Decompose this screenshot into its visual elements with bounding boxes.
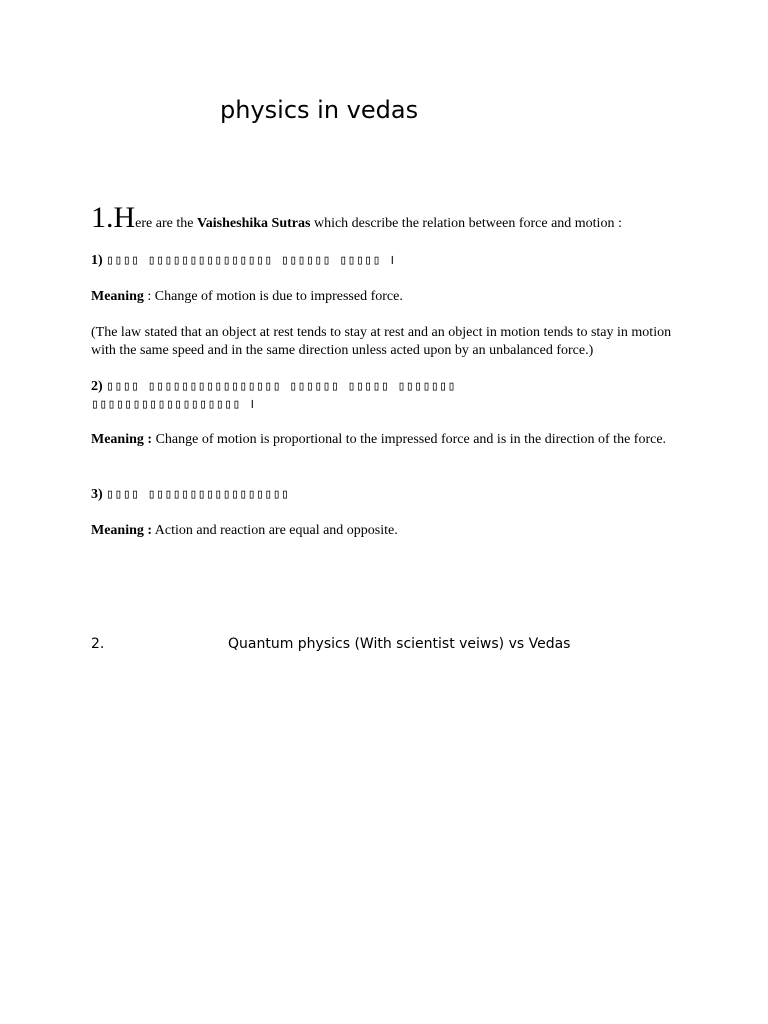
sutra-2-meaning [91, 431, 691, 449]
page-title: physics in vedas [220, 96, 419, 124]
sutra-1-meaning [91, 288, 691, 306]
sutra-1-line [91, 252, 691, 270]
sutra-3-number: 3) [91, 487, 103, 502]
sutra-2-number: 2) [91, 379, 103, 394]
drop-cap: 1.H [91, 201, 136, 234]
sutra-3-text: ▯▯▯▯ ▯▯▯▯▯▯▯▯▯▯▯▯▯▯▯▯▯ [106, 487, 290, 502]
sutra-2-text-line2: ▯▯▯▯▯▯▯▯▯▯▯▯▯▯▯▯▯▯ । [91, 397, 255, 412]
sutra-1-number: 1) [91, 253, 103, 268]
intro-rest-text: which describe the relation between force and motion : [310, 216, 622, 231]
sutra-2-meaning-label: Meaning : [91, 432, 153, 447]
intro-paragraph [91, 200, 731, 236]
sutra-2-line [91, 378, 691, 414]
sutra-3-meaning [91, 522, 691, 540]
section-2-number: 2. [91, 636, 105, 652]
sutra-1-text: ▯▯▯▯ ▯▯▯▯▯▯▯▯▯▯▯▯▯▯▯ ▯▯▯▯▯▯ ▯▯▯▯▯ । [106, 253, 395, 268]
sutra-2-text-line1: ▯▯▯▯ ▯▯▯▯▯▯▯▯▯▯▯▯▯▯▯▯ ▯▯▯▯▯▯ ▯▯▯▯▯ ▯▯▯▯▯▯▯ [106, 379, 456, 394]
sutra-1-meaning-label: Meaning [91, 289, 144, 304]
intro-bold-term: Vaisheshika Sutras [196, 216, 311, 231]
sutra-1-meaning-text: Change of motion is due to impressed force. [154, 289, 403, 304]
sutra-3-line [91, 486, 691, 504]
section-2-title: Quantum physics (With scientist veiws) vs Vedas [228, 636, 571, 652]
sutra-3-meaning-text: Action and reaction are equal and opposite. [152, 523, 398, 538]
intro-lead-text: ere are the [135, 216, 197, 231]
sutra-1-note: (The law stated that an object at rest tends to stay at rest and an object in motion tends to stay in motion with the same speed and in the same direction unless acted upon by an unbalanced force.) [91, 325, 672, 358]
sutra-3-meaning-label: Meaning : [91, 523, 153, 538]
sutra-2-meaning-text: Change of motion is proportional to the impressed force and is in the direction of the force. [152, 432, 667, 447]
sutra-1-meaning-separator: : [143, 289, 155, 304]
